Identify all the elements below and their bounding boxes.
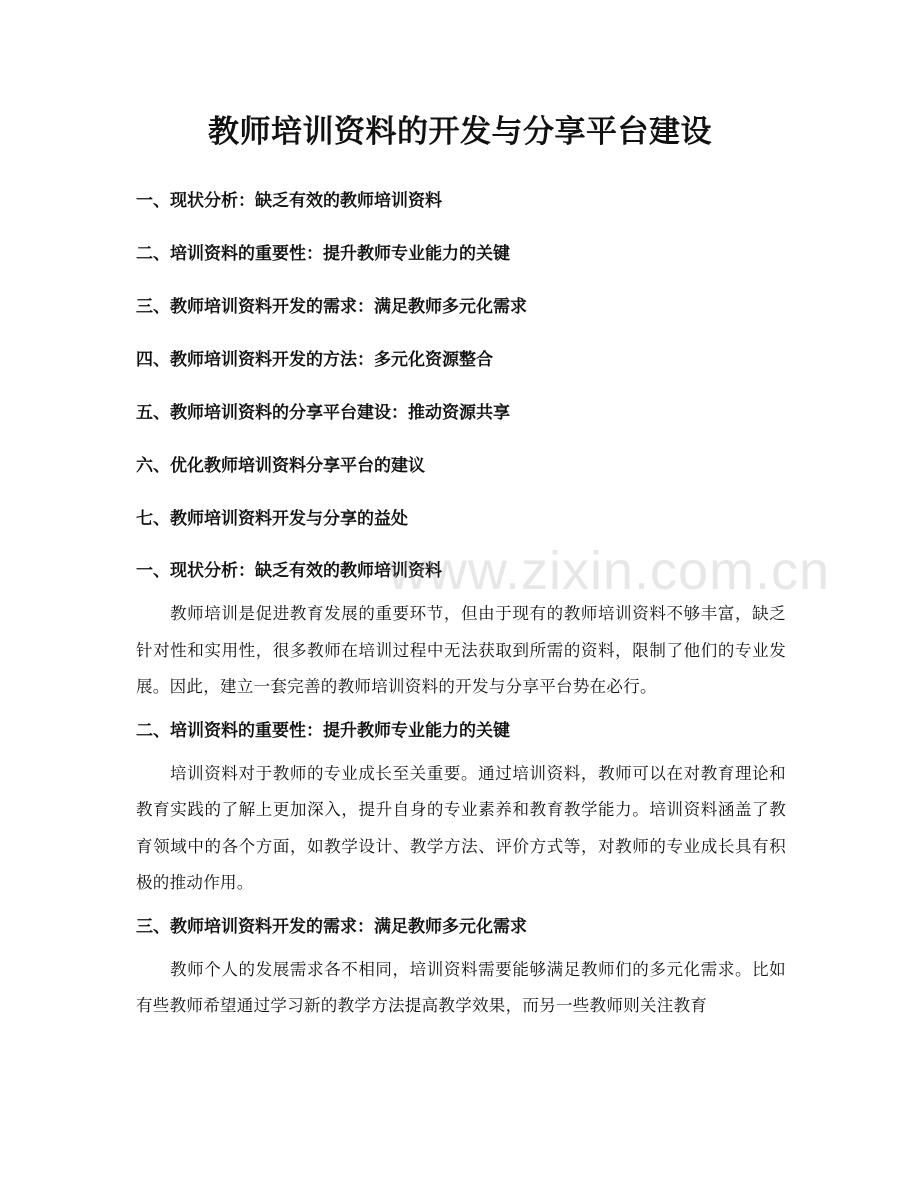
toc-item: 四、教师培训资料开发的方法：多元化资源整合 bbox=[136, 350, 493, 370]
table-of-contents bbox=[136, 188, 796, 559]
section-paragraph: 教师培训是促进教育发展的重要环节，但由于现有的教师培训资料不够丰富，缺乏针对性和实用性，很多教师在培训过程中无法获取到所需的资料，限制了他们的专业发展。因此，建立一套完善的教师培训资料的开发与分享平台势在必行。 bbox=[136, 604, 786, 696]
toc-item: 一、现状分析：缺乏有效的教师培训资料 bbox=[136, 191, 442, 211]
watermark: www.zixin.com.cn bbox=[388, 541, 831, 601]
section-paragraph: 教师个人的发展需求各不相同，培训资料需要能够满足教师们的多元化需求。比如有些教师希望通过学习新的教学方法提高教学效果，而另一些教师则关注教育 bbox=[136, 959, 786, 1015]
toc-item: 二、培训资料的重要性：提升教师专业能力的关键 bbox=[136, 244, 510, 264]
toc-item: 六、优化教师培训资料分享平台的建议 bbox=[136, 456, 425, 476]
section-paragraph: 培训资料对于教师的专业成长至关重要。通过培训资料，教师可以在对教育理论和教育实践的了解上更加深入，提升自身的专业素养和教育教学能力。培训资料涵盖了教育领域中的各个方面，如教学设计、教学方法、评价方式等，对教师的专业成长具有积极的推动作用。 bbox=[136, 763, 786, 892]
toc-item: 三、教师培训资料开发的需求：满足教师多元化需求 bbox=[136, 297, 527, 317]
toc-item: 五、教师培训资料的分享平台建设：推动资源共享 bbox=[136, 403, 510, 423]
section-heading: 二、培训资料的重要性：提升教师专业能力的关键 bbox=[136, 720, 510, 741]
document-body bbox=[136, 558, 786, 1025]
toc-item: 七、教师培训资料开发与分享的益处 bbox=[136, 509, 408, 529]
section-heading: 三、教师培训资料开发的需求：满足教师多元化需求 bbox=[136, 916, 527, 937]
document-title: 教师培训资料的开发与分享平台建设 bbox=[208, 114, 712, 150]
section-heading: 一、现状分析：缺乏有效的教师培训资料 bbox=[136, 561, 442, 581]
